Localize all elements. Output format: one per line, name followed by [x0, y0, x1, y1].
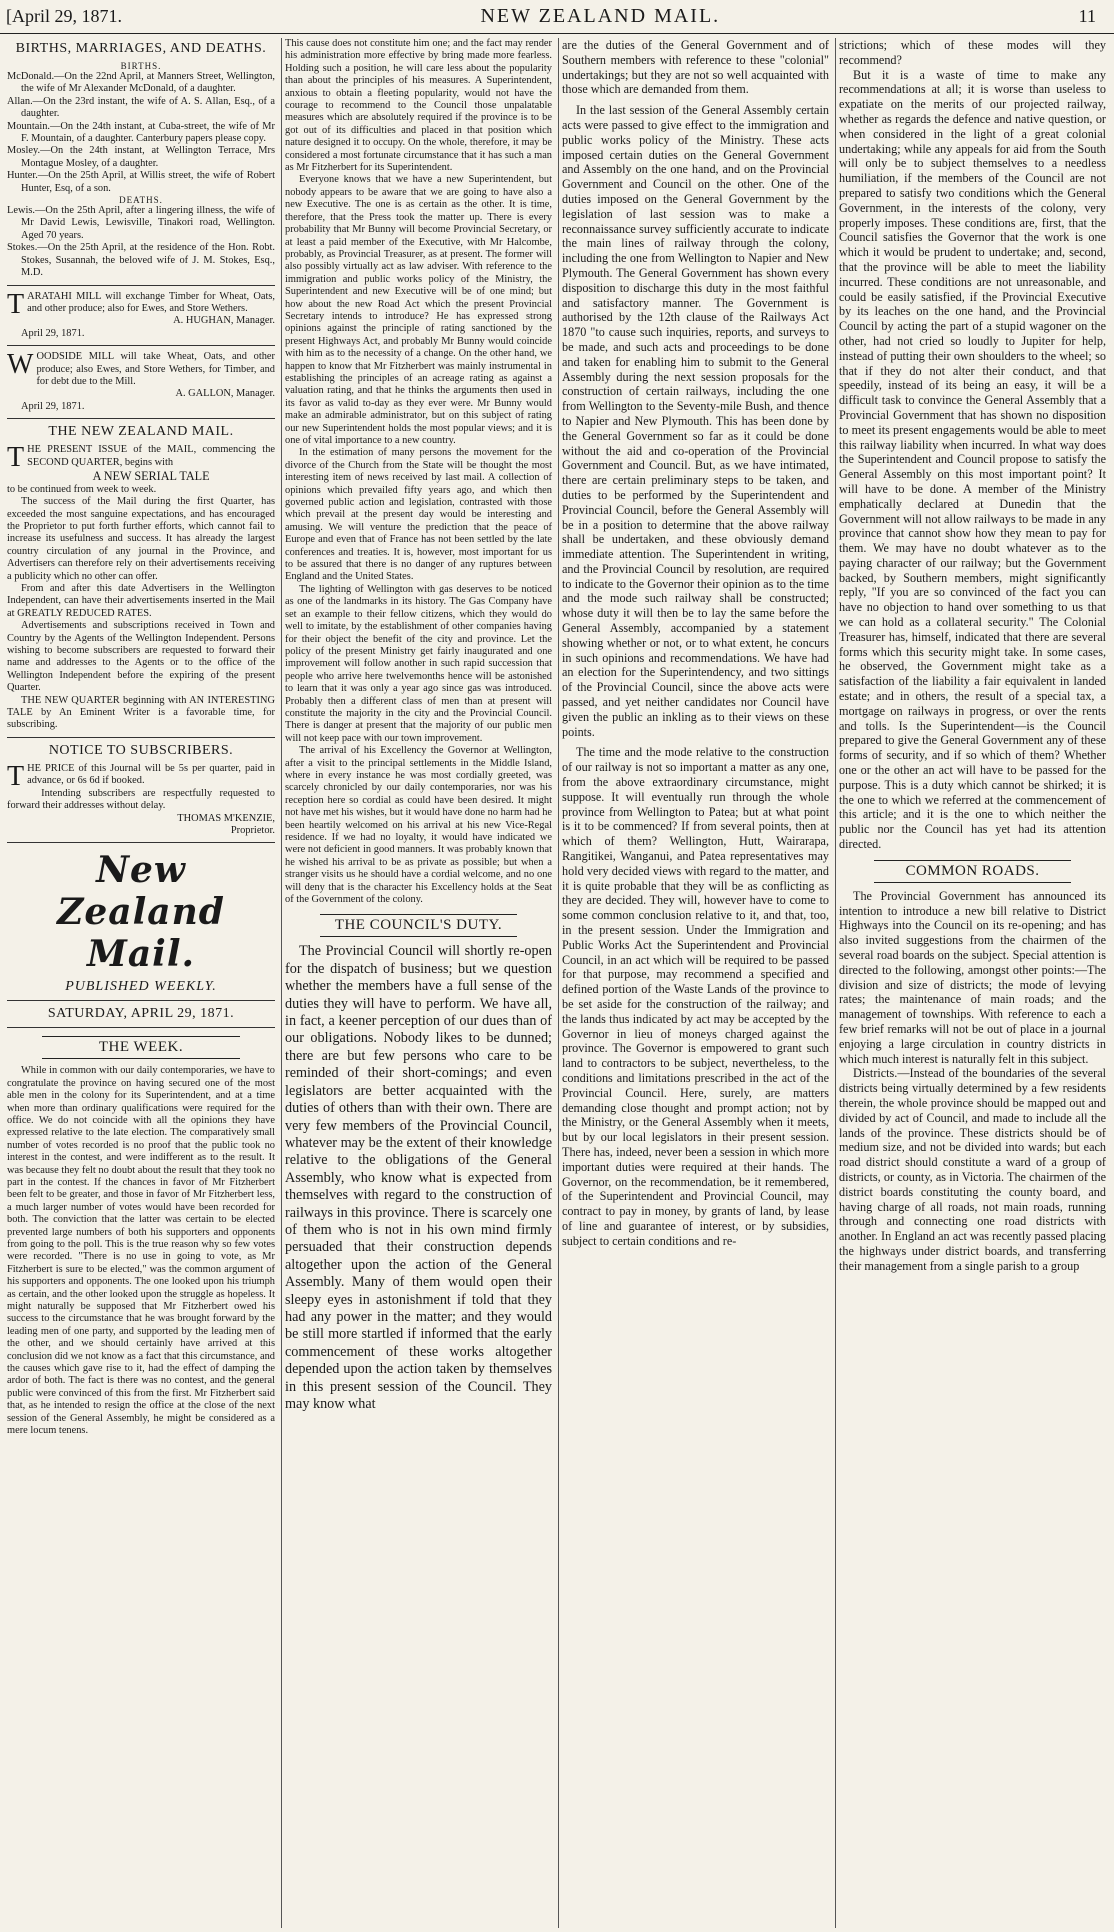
birth-notice: Mountain.—On the 24th instant, at Cuba-street, the wife of Mr F. Mountain, of a daughter. Canterbury papers please copy.: [7, 120, 275, 145]
common-roads-heading: COMMON ROADS.: [874, 860, 1072, 883]
birth-notice: Hunter.—On the 25th April, at Willis street, the wife of Robert Hunter, Esq, of a son.: [7, 170, 275, 194]
councils-duty-heading: THE COUNCIL'S DUTY.: [320, 914, 518, 937]
article-paragraph: The time and the mode relative to the construction of our railway is not so important a matter as any one, from the above extraordinary circumstance, might suppose. It will eventually run through the whole province from Wellington to Patea; but at what point is it to be commenced? If from several points, then at which of them? Wellington, Hutt, Wairarapa, Rangitikei, Wanganui, and Patea representatives may hold very decided views with regard to the matter, and it is quite probable that they will be as conflicting as they are decided. They will, however have to come to some common conclusion relative to it, and that, too, in the present session. Under the Immigration and Public Works Act the Superintendent and Provincial Council, in an act which will be required to be passed for that purpose, may recommend a specified and defined portion of the Waste Lands of the province to be set aside for the construction of the railway; and the lands thus indicated by act may be accepted by the Governor in lieu of moneys charged against the province. The Governor is empowered to grant such land to contractors to be subject, nevertheless, to the conditions and limitations prescribed in the act of the Provincial Council. Here, surely, are matters demanding close thought and prompt action; not by the Ministry, or the General Assembly when it meets, but by our local legislators in their present session. There has, indeed, never been a session in which more important duties were required at their hands. The Governor, on the recommendation, be it remembered, of the Superintendent and Provincial Council, may contract to pay in money, by grants of land, by lease of line and guarantee of interest, or by subsidies, subject to certain conditions and re-: [562, 745, 829, 1248]
ad-signature: A. GALLON, Manager.: [175, 388, 275, 400]
price-notice: THE PRICE of this Journal will be 5s per quarter, paid in advance, or 6s 6d if booked.: [7, 760, 275, 792]
notice-continued: to be continued from week to week.: [7, 483, 157, 495]
the-week-heading: THE WEEK.: [42, 1036, 240, 1059]
birth-notice: Allan.—On the 23rd instant, the wife of A. S. Allan, Esq., of a daughter.: [7, 95, 275, 120]
notice-paragraph: The success of the Mail during the first Quarter, has exceeded the most sanguine expectations, and has encouraged the Proprietor to put forth further efforts, which cannot fail to increase its usefulness and success. It has already the largest country circulation of any journal in the Province, and Advertisers can therefore rely on their advertisements receiving a publicity which no other can offer.: [7, 496, 275, 582]
birth-notice: McDonald.—On the 22nd April, at Manners Street, Wellington, the wife of Mr Alexander McDonald, of a daughter.: [7, 71, 275, 95]
column-2: [281, 38, 555, 1928]
bmd-heading: BIRTHS, MARRIAGES, AND DEATHS.: [15, 41, 267, 56]
notice-heading: THE NEW ZEALAND MAIL.: [48, 424, 234, 440]
issue-date-header: [April 29, 1871.: [6, 6, 122, 26]
death-notice: Lewis.—On the 25th April, after a lingering illness, the wife of Mr David Lewis, Lewisville, Tinakori road, Wellington. Aged 70 years.: [7, 205, 275, 241]
taratahi-mill-ad: TARATAHI MILL will exchange Timber for Wheat, Oats, and other produce; also for Ewes, and Store Wethers.: [7, 288, 275, 320]
article-paragraph: strictions; which of these modes will they recommend?: [839, 38, 1106, 67]
birth-notice: Mosley.—On the 24th instant, at Wellington Terrace, Mrs Montague Mosley, of a daughter.: [7, 145, 275, 169]
masthead: [0, 0, 1114, 34]
notice-paragraph: Advertisements and subscriptions received in Town and Country by the Agents of the Wellington Independent. Persons wishing to become subscribers are requested to forward their name and addresses to the Agents or to the office of the Wellington Independent before the expiring of the present Quarter.: [7, 620, 275, 694]
ad-signature: A. HUGHAN, Manager.: [173, 315, 275, 327]
column-3: [558, 38, 832, 1928]
article-paragraph: In the last session of the General Assembly certain acts were passed to give effect to the immigration and public works policy of the Ministry. These acts imposed certain duties on the General Government and Assembly on the one hand, and on the Provincial Government and Council on the other. One of the duties imposed on the General Government by the legislation of last session was to make a reconnaissance survey sufficiently accurate to indicate the main lines of railway through the colony, including the one from Wellington to Napier and New Plymouth. The General Government has shown every disposition to discharge this duty in the most faithful and satisfactory manner. The Government is authorised by the 12th clause of the Railways Act 1870 "to cause such inquiries, reports, and surveys to be made, and such acts and proceedings to be done and taken for enabling him to submit to the General Assembly during the next session proposals for the construction of certain railways, including the one from Wellington to the Seventy-mile Bush, and thence to Napier and New Plymouth. This has been done by the General Government so far as it could be done without the aid and co-operation of the Provincial Government and Council. But, as we have intimated, there are certain preliminary steps to be taken, and duties to be performed by the Superintendent and Provincial Council, before the General Assembly will be in a position to determine that the above railway shall be undertaken, and these obviously demand immediate attention. The Superintendent in writing, and the Provincial Council by resolution, are required to indicate to the Governor their opinion as to the time and the mode such railway shall be constructed; whose duty it will then be to lay the same before the General Assembly, accompanied by a statement showing whether or not, or to what extent, he concurs in such opinions and recommendations. We have had an election for the Superintendency, and two sittings of the Provincial Council, since the above acts were passed, and yet neither candidates nor Council have given the public an inkling as to their views on these points.: [562, 103, 829, 739]
column-1: [4, 38, 278, 1928]
death-notice: Stokes.—On the 25th April, at the residence of the Hon. Robt. Stokes, Susannah, the beloved wife of J. M. Stokes, Esq., M.D.: [7, 242, 275, 279]
woodside-mill-ad: WOODSIDE MILL will take Wheat, Oats, and other produce; also Ewes, and Store Wethers, for Timber, and for debt due to the Mill.: [7, 349, 275, 387]
article-paragraph: In the estimation of many persons the movement for the divorce of the Church from the State will be thought the most interesting item of news received by last mail. A collection of opinions which prevailed fifty years ago, and which then governed public action and legislation, contrasted with those which prevail at the present day would be interesting and amusing. We will venture the prediction that the peace of Europe and even that of France has not been settled by the late conferences and treaties. It is, however, most important for us to be assured that there is no danger of any ruptures between England and the United States.: [285, 447, 552, 583]
notice-paragraph: THE NEW QUARTER beginning with AN INTERESTING TALE by An Eminent Writer is a favorable time, for subscribing.: [7, 694, 275, 731]
article-paragraph: Everyone knows that we have a new Superintendent, but nobody appears to be aware that we are going to have also a new Executive. The one is as certain as the other. It is time, therefore, that the Press took the matter up. There is every probability that Mr Bunny will become Provincial Secretary, or at least a paid member of the Executive, with Mr Halcombe, probably, as Provincial Treasurer, as at present. The former will also possibly virtually act as law adviser. With reference to the immigration and public works policy of the Ministry, the Superintendent and new Executive will be of one mind; but how about the new Road Act which the present Provincial Secretary intends to introduce? He has expressed strong opinions against the principle of rating sanctioned by the present Highways Act, and probably Mr Bunny would coincide with him as to the necessity of a change. On the other hand, we happen to know that Mr Fitzherbert was mainly instrumental in establishing the principles of an acreage rating as against a valuation rating, and that he thinks the arguments then used in its favor as valid to-day as they ever were. Mr Bunny would make an admirable administrator, but on this subject of rating our new Superintendent holds the most popular views; and it is one of vital importance to a new country.: [285, 174, 552, 446]
ad-date: April 29, 1871.: [21, 327, 85, 339]
notice-lead: THE PRESENT ISSUE of the MAIL, commencing the SECOND QUARTER, begins with: [7, 442, 275, 474]
subscribers-request: Intending subscribers are respectfully requested to forward their addresses without delay.: [7, 787, 275, 812]
published-weekly: PUBLISHED WEEKLY.: [65, 979, 217, 995]
page-number: 11: [1078, 6, 1096, 26]
notice-paragraph: From and after this date Advertisers in the Wellington Independent, can have their advertisements inserted in the Mail at GREATLY REDUCED RATES.: [7, 583, 275, 619]
article-paragraph: are the duties of the General Government and of Southern members with reference to these "colonial" undertakings; but they are not so well acquainted with those which are demanded from them.: [562, 38, 829, 97]
article-paragraph: The Provincial Council will shortly re-open for the dispatch of business; but we question whether the members have a full sense of the duties they will have to perform. We have all, in fact, a keener perception of our dues than of our obligations. Nobody likes to be dunned; there are but few persons who care to be reminded of their short-comings; and even legislators are better acquainted with the duties of others than with their own. There are very few members of the Provincial Council, whatever may be the extent of their knowledge relative to the obligations of the General Assembly, who know what is expected from themselves with regard to the construction of railways in this province. There is scarcely one of them who is not in his own mind firmly persuaded that their construction depends altogether upon the action of the General Assembly. Many of them would open their sleepy eyes in astonishment if told that they had any power in the matter; and they would be still more startled if informed that the early commencement of these works altogether depended upon the action taken by themselves in this present session of the Council. They may know what: [285, 943, 552, 1412]
births-label: BIRTHS.: [120, 61, 162, 71]
divider: [7, 737, 275, 738]
article-paragraph: This cause does not constitute him one; and the fact may render his administration more effective by bring made more fearless. Holding such a position, he will care less about the popularity than about the principles of his measures. A Superintendent, anxious to obtain a fleeting popularity, would not have the courage to recommend to the Council those unpalatable measures which are absolutely required if the province is to be got out of its difficulties and placed in that position which nature designed it to occupy. On the whole, therefore, it may be considered a most fortunate circumstance that it has such a man as Mr Fitzherbert for its Superintendent.: [285, 38, 552, 174]
proprietor-name: THOMAS M'KENZIE,: [177, 812, 275, 824]
divider: [7, 1027, 275, 1028]
divider: [7, 842, 275, 843]
deaths-label: DEATHS.: [119, 195, 163, 206]
article-paragraph: But it is a waste of time to make any recommendations at all; it is worse than useless to expatiate on the merits of our projected railway, whether as regards the defence and native question, or when considered in the light of a great colonial undertaking; while any appeals for aid from the South will only be to subject themselves to a needless humiliation, if the members of the Council are not prepared to satisfy two conditions which the General Government, in the interests of the colony, very properly imposes. These conditions are, first, that the Council satisfies the Governor that the work is one which it would be prudent to undertake; and, second, that the province will be able to meet the liability incurred. These conditions are not unreasonable, and could be easily satisfied, if the Provincial Executive by its leaches on the one hand, and the Provincial Council by acting the part of a stupid wagoner on the other, had not cried so loudly to Jupiter for help, instead of putting their own shoulders to the wheel; so that if they do not alter their conduct, and that speedily, instead of its being an easy, it will be a difficult task to convince the General Assembly that a Provincial Government that has shown no disposition to meet its present engagements would be able to meet this railway liability when incurred. In what way does the Superintendent and Council propose to satisfy the General Assembly on this most important point? It will have to be done. A member of the Ministry emphatically declared at Dunedin that the Government will not allow railways to be made in any province that cannot show how they mean to pay for them. We may have no doubt whatever as to the paying character of our railway; but the Government backed, by Southern members, might significantly reply, "If you are so convinced of the fact you can have no objection to hand over something to us that we can hold as a collateral security." The Colonial Treasurer has, himself, indicated that there are several forms which this security might take. In some cases, he observed, the Government might take as a satisfaction of the liability a fair equivalent in landed estate; and in others, the result of a special tax, a mortgage on railways in progress, or over the rents and tolls. Is the Superintendent—is the Council prepared to give the General Government any of these forms of security, and if so which of them? Whether one or the other an act will have to be passed for the purpose. This is a duty which cannot be shirked; it is the one to which we referred at the commencement of this article; and it is the one to which neither the public nor the Council has yet had its attention directed.: [839, 67, 1106, 852]
article-paragraph: The Provincial Government has announced its intention to introduce a new bill relative to District Highways into the Council on its re-opening; and has also invited suggestions from the chairmen of the several road boards on the subject. Special attention is directed to the following, amongst other points:—The division and size of districts; the mode of levying rates; the maintenance of main roads; and the management of townships. With reference to each a few brief remarks will not be out of place in a journal enjoying a large circulation in country districts in which much interest is naturally felt in this subject.: [839, 888, 1106, 1066]
ad-date: April 29, 1871.: [21, 400, 85, 412]
subscribers-heading: NOTICE TO SUBSCRIBERS.: [48, 742, 234, 758]
divider: [7, 345, 275, 346]
issue-date-line: SATURDAY, APRIL 29, 1871.: [47, 1006, 235, 1022]
article-paragraph: The lighting of Wellington with gas deserves to be noticed as one of the landmarks in its history. The Gas Company have set an example to their fellow citizens, which they would do well to imitate, by the establishment of other companies having for their object the benefit of the city and province. Let the policy of the present Ministry get fairly inaugurated and one improvement will follow another in such rapid succession that people who arrive here twelvemonths hence will be astonished to learn that it was only a year ago since gas was introduced. Probably then a different class of men than at present will constitute the majority in the city and the Provincial Council. There is danger at present that the majority of our public men will not keep pace with our town improvement.: [285, 583, 552, 744]
proprietor-role: Proprietor.: [230, 824, 275, 836]
article-paragraph: Districts.—Instead of the boundaries of the several districts being virtually determined by a few residents therein, the whole province should be mapped out and divided by act of Council, and made to include all the lands of the province. These districts should be of medium size, and not be divided into wards; but each road district should constitute a ward of a group of districts, or county, as in Victoria. The chairmen of the district boards constituting the county board, and having charge of all roads, not main roads, running through and connecting one road districts with another. In England an act was recently passed placing the highways under district boards, and transferring their management from a single parish to a group: [839, 1066, 1106, 1273]
article-paragraph: While in common with our daily contemporaries, we have to congratulate the province on having secured one of the most able men in the colony for its Superintendent, and at a time when more than ordinary qualifications were required for the office. We do not coincide with all the opinions they have expressed relative to the late election. The comparatively small number of votes recorded is no proof that the public took no interest in the contest, and were indifferent as to the result. It was because they felt no doubt about the result that they took no part in the contest. If the chances in favor of Mr Fitzherbert been felt to be greater, and those in favor of Mr Fitzherbert less, a much larger number of votes would have been recorded for both. The conviction that the latter was certain to be elected prevented large numbers of both his supporters and opponents from going to the poll. This is the true reason why so few votes were recorded. "There is no use in going to vote, as Mr Fitzherbert is sure to be elected," was the common argument of his supporters and opponents. The one looked upon his triumph as certain, and the other looked upon the struggle as hopeless. It might naturally be supposed that Mr Fitzherbert owed his success to the circumstance that he was brought forward by the leading men of one party, and supported by the leading men of the other, and we should certainly have arrived at this conclusion did we not know as a fact that this circumstance, and the causes which gave rise to it, had the effect of damping the ardor of both. The fact is there was no contest, and the general public were convinced of this from the first. Mr Fitzherbert said that, as he intended to resign the office at the close of the next session of the General Assembly, he might be considered as a mere locum tenens.: [7, 1065, 275, 1437]
newspaper-flag: New Zealand Mail.: [57, 849, 225, 976]
divider: [7, 285, 275, 286]
divider: [7, 418, 275, 419]
paper-name-header: NEW ZEALAND MAIL.: [480, 5, 721, 27]
divider: [7, 1000, 275, 1001]
serial-tale-line: A NEW SERIAL TALE: [92, 468, 210, 483]
article-paragraph: The arrival of his Excellency the Governor at Wellington, after a visit to the principal settlements in the Middle Island, where in every instance he was most cordially greeted, was scarcely chronicled by our daily contemporaries, nor was his reception here so cordial as could have been desired. It might not have met his wishes, but it would have done no harm had he been heartily welcomed on his arrival at his new Vice-Regal residence. If we had no loyalty, it would have indicated we were not deficient in good manners. It was probably known that he wished his arrival to be as private as possible; but when a stranger visits us he should have a cordial welcome, and no one will deny that is the character his Excellency holds at the Seat of the Government of the colony.: [285, 745, 552, 906]
column-4: [835, 38, 1109, 1928]
columns: [4, 38, 1110, 1928]
